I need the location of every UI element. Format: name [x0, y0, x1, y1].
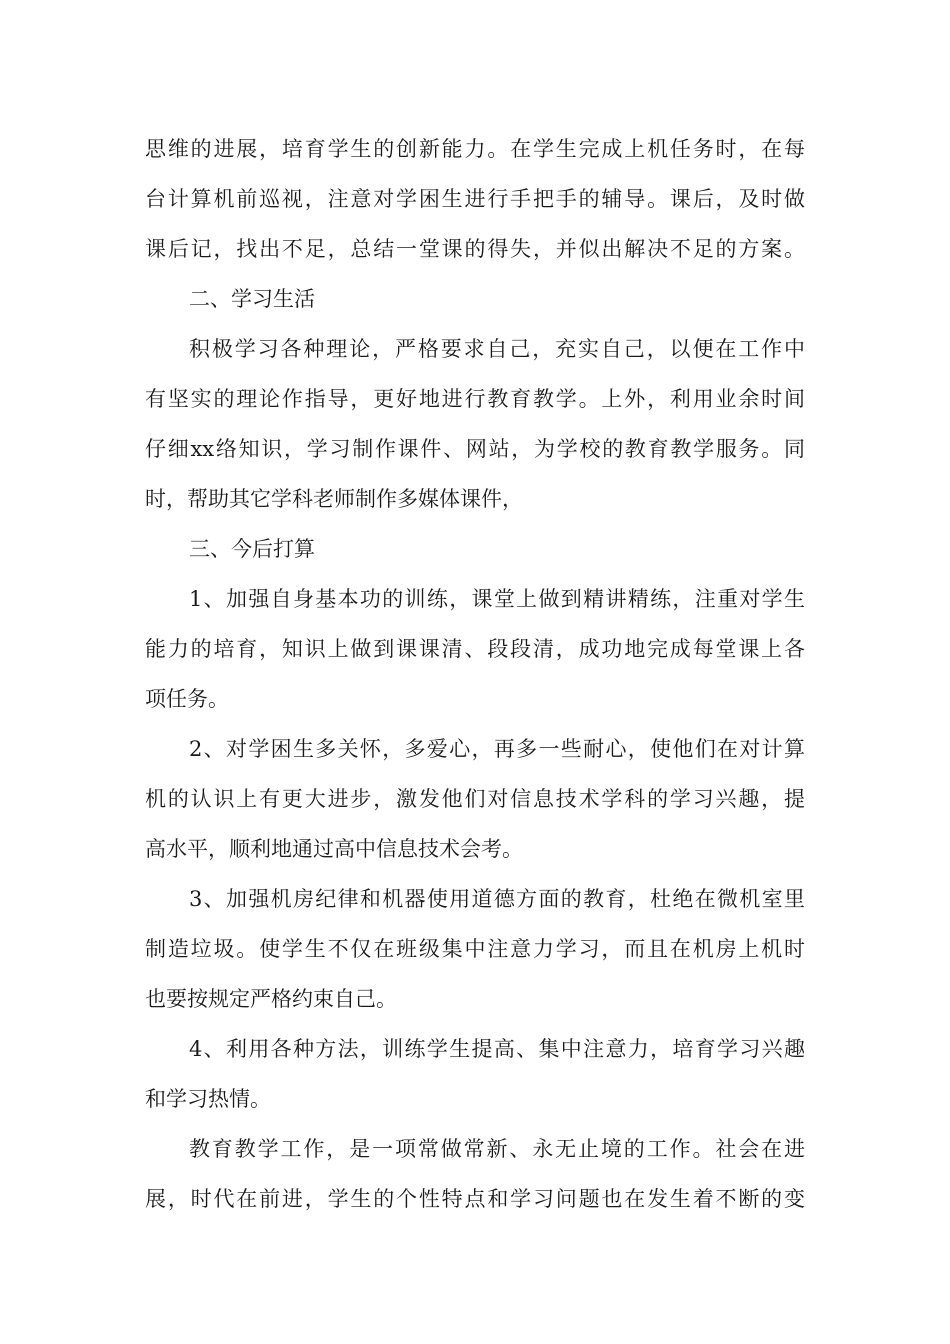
text-line: 项任务。	[145, 687, 229, 711]
text-line: 机的认识上有更大进步，激发他们对信息技术学科的学习兴趣，提	[145, 787, 805, 811]
text-line: 4、利用各种方法，训练学生提高、集中注意力，培育学习兴趣	[189, 1037, 805, 1061]
text-line: 展，时代在前进，学生的个性特点和学习问题也在发生着不断的变	[145, 1187, 805, 1211]
section-heading-future-plans: 三、今后打算	[189, 537, 315, 561]
text-line: 时，帮助其它学科老师制作多媒体课件，	[145, 487, 523, 511]
text-line: 台计算机前巡视，注意对学困生进行手把手的辅导。课后，及时做	[145, 187, 805, 211]
text-line: 积极学习各种理论，严格要求自己，充实自己，以便在工作中	[189, 337, 805, 361]
text-line: 仔细xx络知识，学习制作课件、网站，为学校的教育教学服务。同	[145, 437, 805, 461]
text-line: 能力的培育，知识上做到课课清、段段清，成功地完成每堂课上各	[145, 637, 805, 661]
text-line: 有坚实的理论作指导，更好地进行教育教学。上外，利用业余时间	[145, 387, 805, 411]
text-line: 3、加强机房纪律和机器使用道德方面的教育，杜绝在微机室里	[189, 887, 805, 911]
text-line: 1、加强自身基本功的训练，课堂上做到精讲精练，注重对学生	[189, 587, 805, 611]
text-line: 高水平，顺利地通过高中信息技术会考。	[145, 837, 523, 861]
text-line: 和学习热情。	[145, 1087, 271, 1111]
text-line: 也要按规定严格约束自己。	[145, 987, 397, 1011]
text-line: 制造垃圾。使学生不仅在班级集中注意力学习，而且在机房上机时	[145, 937, 805, 961]
text-line: 教育教学工作，是一项常做常新、永无止境的工作。社会在进	[189, 1137, 805, 1161]
section-heading-study-life: 二、学习生活	[189, 287, 315, 311]
text-line: 2、对学困生多关怀，多爱心，再多一些耐心，使他们在对计算	[189, 737, 805, 761]
text-line: 思维的进展，培育学生的创新能力。在学生完成上机任务时，在每	[145, 137, 805, 161]
text-line: 课后记，找出不足，总结一堂课的得失，并似出解决不足的方案。	[145, 237, 805, 261]
document-body	[145, 124, 805, 1224]
